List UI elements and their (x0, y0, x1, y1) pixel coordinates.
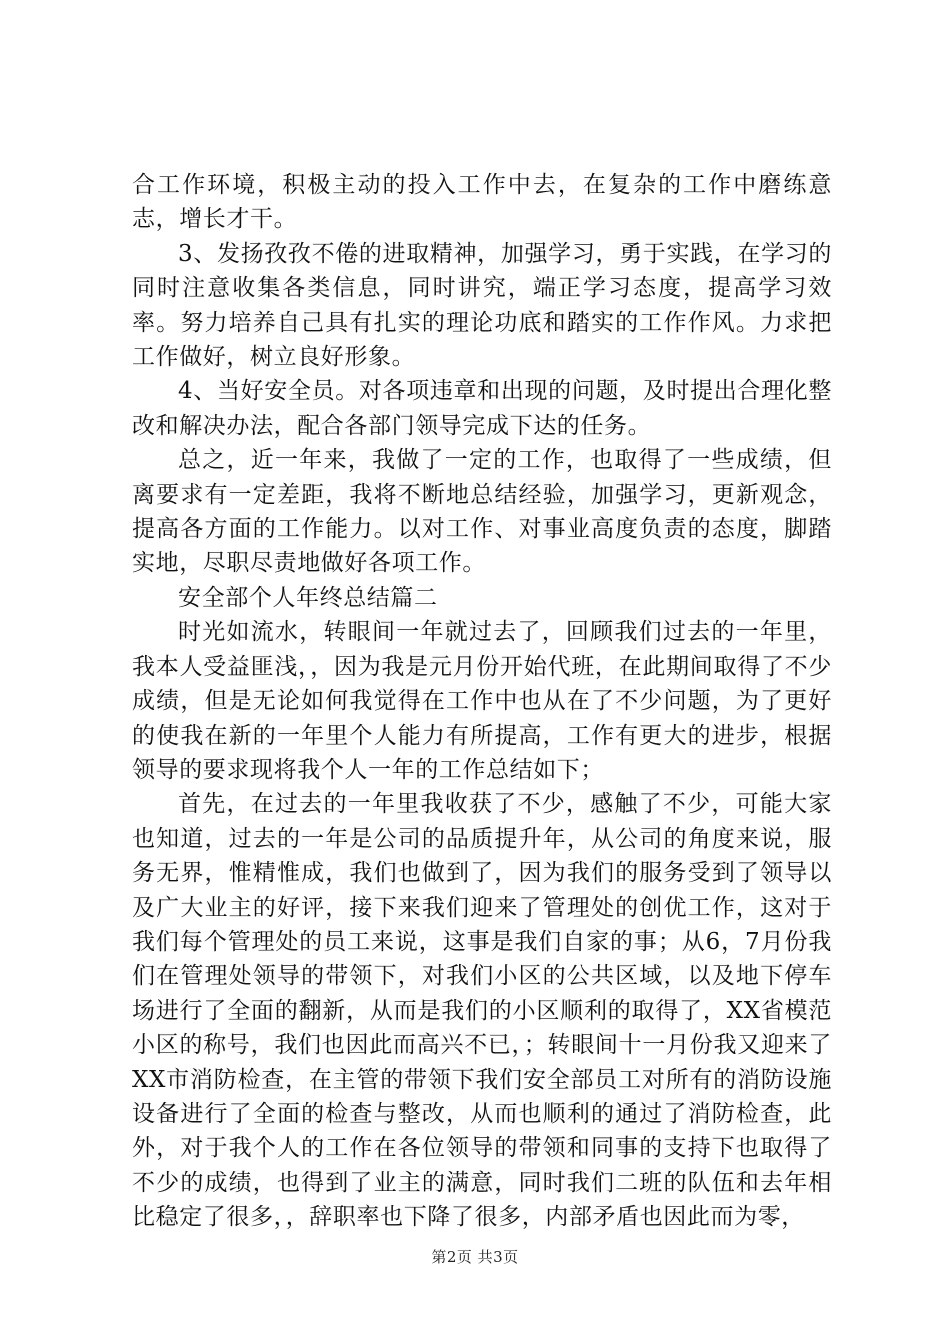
document-body (132, 168, 832, 1235)
section-heading: 安全部个人年终总结篇二 (178, 584, 438, 611)
paragraph-continuation: 合工作环境，积极主动的投入工作中去，在复杂的工作中磨练意志，增长才干。 (132, 172, 832, 233)
page-footer: 第2页 共3页 (431, 1248, 519, 1266)
paragraph-item-3: 3、发扬孜孜不倦的进取精神，加强学习，勇于实践，在学习的同时注意收集各类信息，同时讲究，端正学习态度，提高学习效率。努力培养自己具有扎实的理论功底和踏实的工作作风。力求把工作做好，树立良好形象。 (132, 240, 832, 371)
paragraph-first: 首先，在过去的一年里我收获了不少，感触了不少，可能大家也知道，过去的一年是公司的品质提升年，从公司的角度来说，服务无界，惟精惟成，我们也做到了，因为我们的服务受到了领导以及广大业主的好评，接下来我们迎来了管理处的创优工作，这对于我们每个管理处的员工来说，这事是我们自家的事；从6，7月份我们在管理处领导的带领下，对我们小区的公共区域，以及地下停车场进行了全面的翻新，从而是我们的小区顺利的取得了，XX省模范小区的称号，我们也因此而高兴不已，；转眼间十一月份我又迎来了XX市消防检查，在主管的带领下我们安全部员工对所有的消防设施设备进行了全面的检查与整改，从而也顺利的通过了消防检查，此外，对于我个人的工作在各位领导的带领和同事的支持下也取得了不少的成绩，也得到了业主的满意，同时我们二班的队伍和去年相比稳定了很多，，辞职率也下降了很多，内部矛盾也因此而为零， (132, 791, 832, 1231)
paragraph-intro: 时光如流水，转眼间一年就过去了，回顾我们过去的一年里，我本人受益匪浅，，因为我是元月份开始代班，在此期间取得了不少成绩，但是无论如何我觉得在工作中也从在了不少问题，为了更好的使我在新的一年里个人能力有所提高，工作有更大的进步，根据领导的要求现将我个人一年的工作总结如下； (132, 619, 832, 783)
paragraph-item-4: 4、当好安全员。对各项违章和出现的问题，及时提出合理化整改和解决办法，配合各部门领导完成下达的任务。 (132, 378, 832, 439)
paragraph-summary: 总之，近一年来，我做了一定的工作，也取得了一些成绩，但离要求有一定差距，我将不断地总结经验，加强学习，更新观念，提高各方面的工作能力。以对工作、对事业高度负责的态度，脚踏实地，尽职尽责地做好各项工作。 (132, 447, 832, 577)
